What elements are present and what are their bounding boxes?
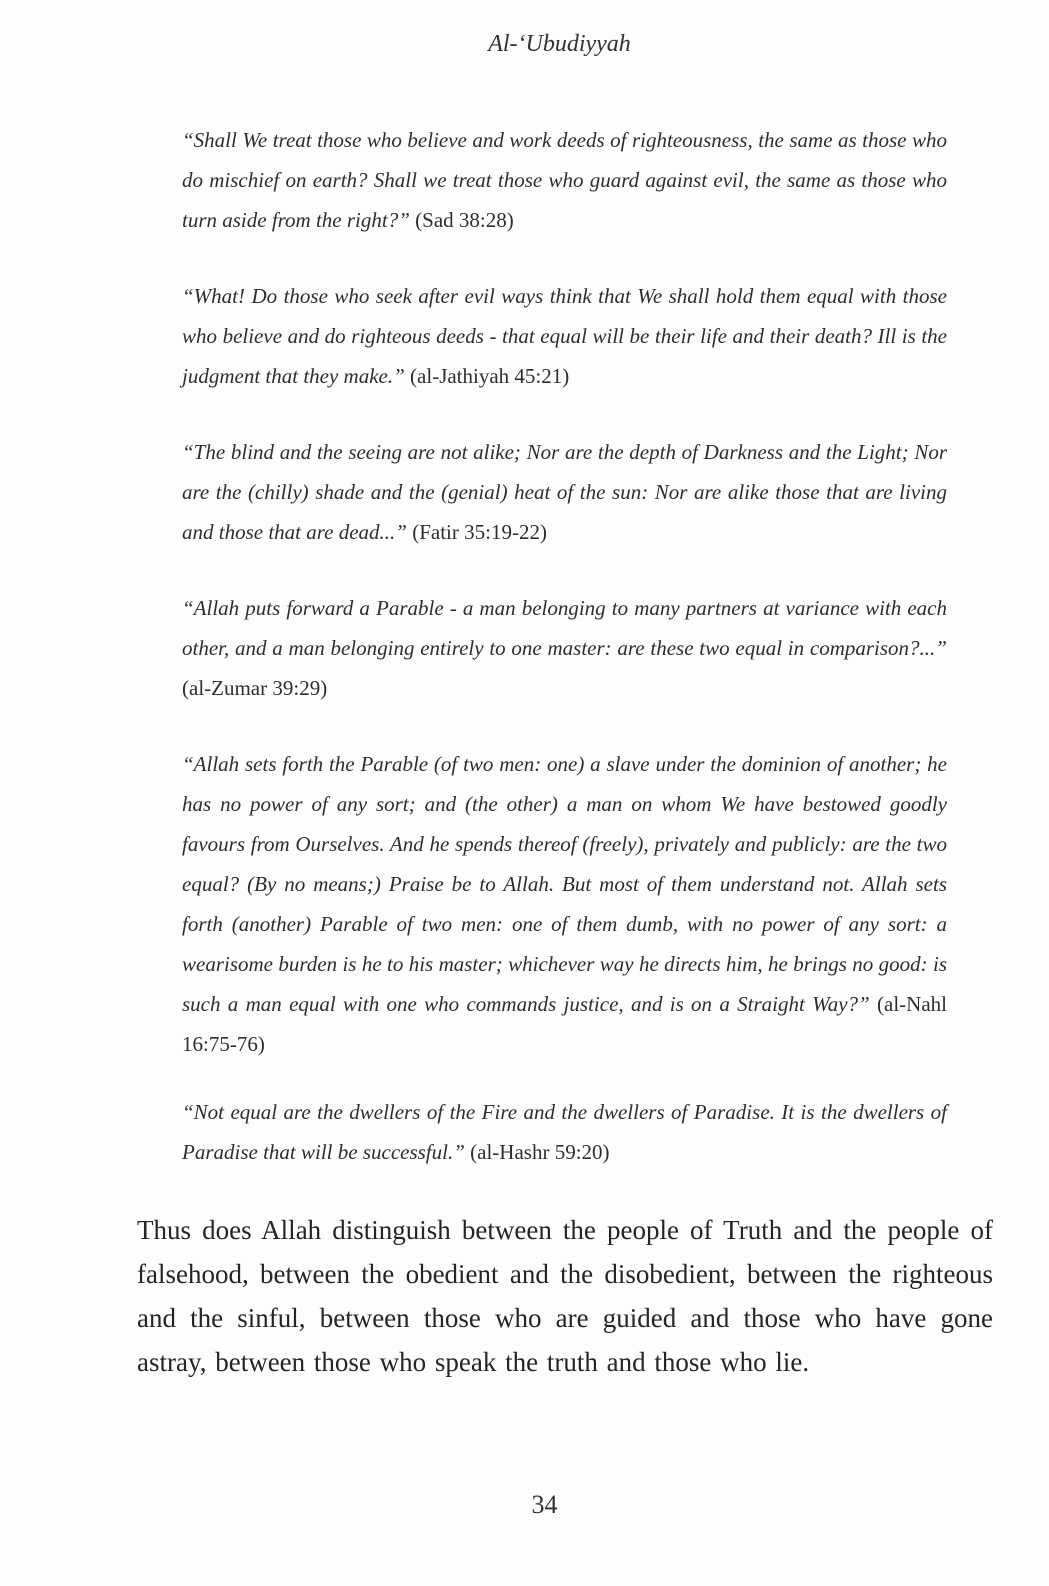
quote-paragraph	[182, 276, 947, 396]
quote-citation: (Sad 38:28)	[415, 208, 514, 232]
quote-citation: (Fatir 35:19-22)	[412, 520, 547, 544]
quote-paragraph	[182, 588, 947, 708]
quote-text: “The blind and the seeing are not alike; Nor are the depth of Darkness and the Light; Nor are the (chilly) shade and the (genial) heat of the sun: Nor are alike those that are living and those that are dead...”	[182, 440, 947, 544]
quote-citation: (al-Nahl 16:75-76)	[182, 992, 947, 1056]
quote-paragraph	[182, 1092, 947, 1172]
quote-text: “What! Do those who seek after evil ways think that We shall hold them equal with those who believe and do righteous deeds - that equal will be their life and their death? Ill is the judgment that they make.”	[182, 284, 947, 388]
quote-citation: (al-Zumar 39:29)	[182, 676, 328, 700]
quote-paragraph	[182, 432, 947, 552]
quote-paragraph	[182, 744, 947, 1064]
quote-text: “Allah puts forward a Parable - a man belonging to many partners at variance with each other, and a man belonging entirely to one master: are these two equal in comparison?...”	[182, 596, 947, 660]
quote-text: “Not equal are the dwellers of the Fire and the dwellers of Paradise. It is the dwellers of Paradise that will be successful.”	[182, 1100, 947, 1164]
page-number: 34	[531, 1490, 558, 1519]
quote-text: “Allah sets forth the Parable (of two men: one) a slave under the dominion of another; he has no power of any sort; and (the other) a man on whom We have bestowed goodly favours from Ourselves. And he spends thereof (freely), privately and publicly: are the two equal? (By no means;) Praise be to Allah. But most of them understand not. Allah sets forth (another) Parable of two men: one of them dumb, with no power of any sort: a wearisome burden is he to his master; whichever way he directs him, he brings no good: is such a man equal with one who commands justice, and is on a Straight Way?”	[182, 752, 947, 1016]
closing-paragraph: Thus does Allah distinguish between the people of Truth and the people of falsehood, between the obedient and the disobedient, between the righteous and the sinful, between those who are guided and those who have gone astray, between those who speak the truth and those who lie.	[137, 1215, 993, 1377]
running-head-title: Al-‘Ubudiyyah	[488, 31, 631, 57]
quote-paragraph	[182, 120, 947, 240]
quote-citation: (al-Jathiyah 45:21)	[410, 364, 570, 388]
quote-citation: (al-Hashr 59:20)	[470, 1140, 610, 1164]
quote-text: “Shall We treat those who believe and work deeds of righteousness, the same as those who do mischief on earth? Shall we treat those who guard against evil, the same as those who turn aside from the right?”	[182, 128, 947, 232]
